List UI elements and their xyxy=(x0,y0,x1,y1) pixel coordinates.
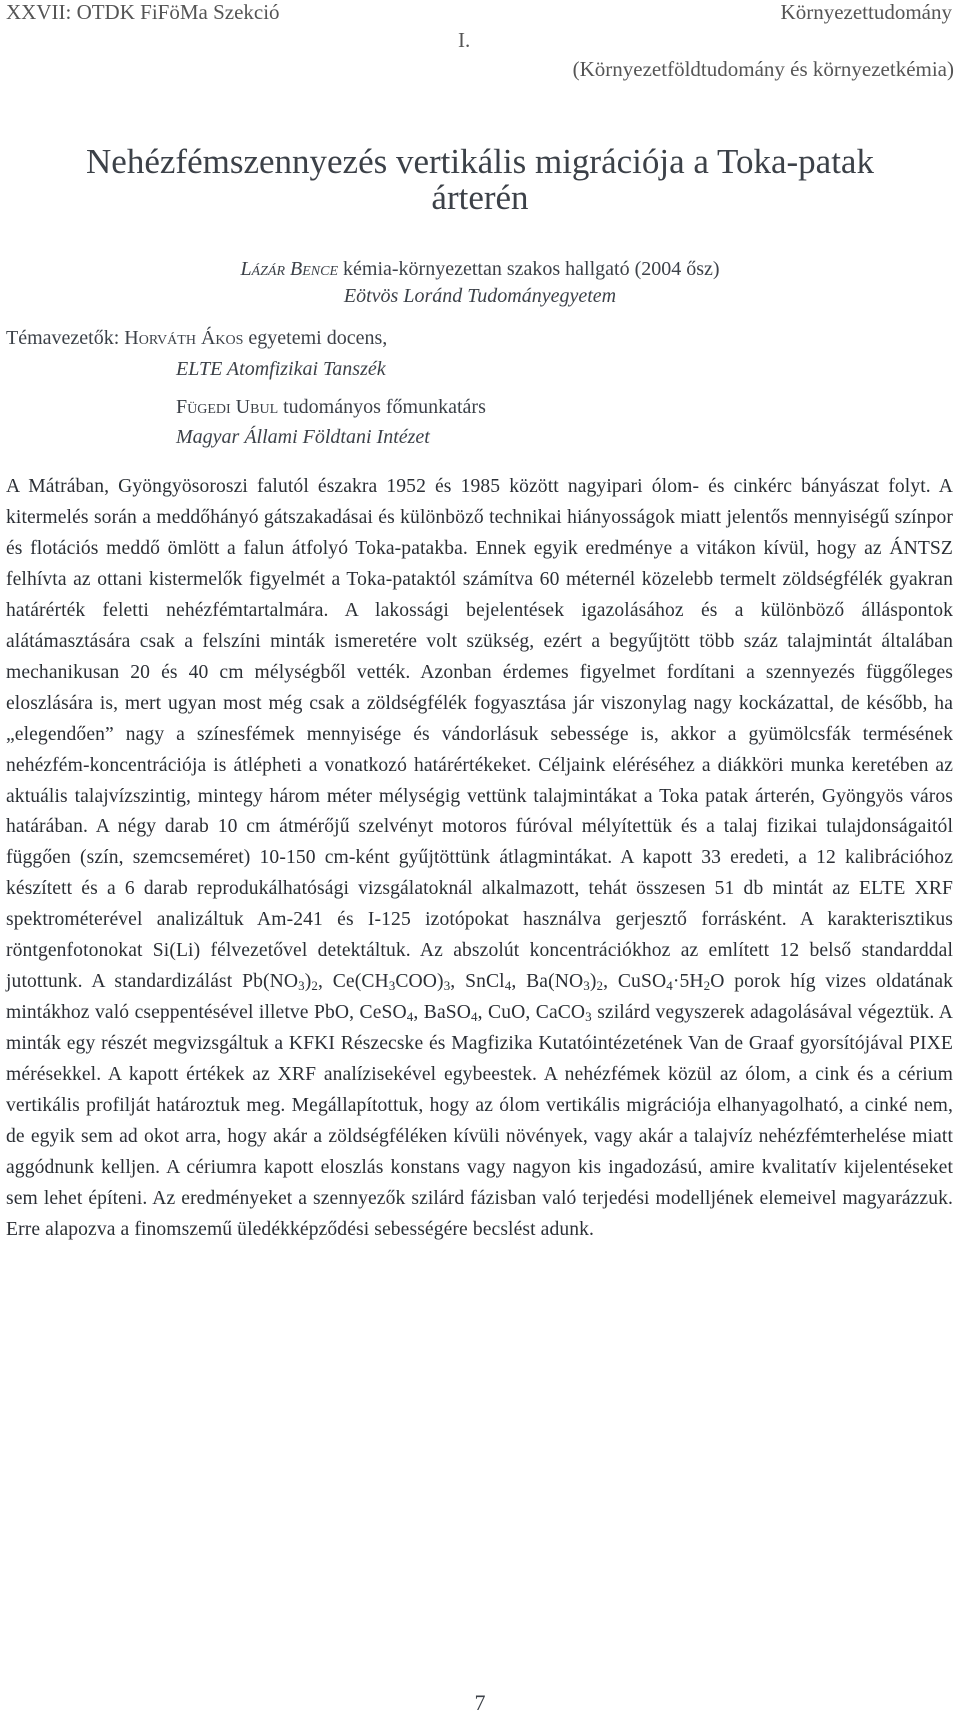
formula-barium-sulfate: BaSO$_4$ xyxy=(423,1002,478,1025)
supervisor-1-surname: Horváth xyxy=(124,327,196,349)
supervisor-1-department: ELTE Atomfizikai Tanszék xyxy=(176,358,386,380)
paper-title-line-1: Nehézfémszennyezés vertikális migrációja a Toka-patak xyxy=(86,142,874,181)
supervisor-2-surname: Fügedi xyxy=(176,396,231,418)
supervisor-1-line xyxy=(6,326,387,350)
page-number: 7 xyxy=(474,1690,486,1715)
formula-cerium-acetate: $Ce(CH_3COO)_3$ xyxy=(332,971,451,994)
supervisor-1-title: egyetemi docens, xyxy=(243,327,388,349)
header-section-name: (Környezetföldtudomány és környezetkémia) xyxy=(572,57,954,81)
formula-barium-nitrate: $Ba(NO_3)_2$ xyxy=(526,971,604,994)
abstract-text-part-3: szilárd vegyszerek adagolásával végeztük. A minták egy részét megvizsgáltuk a KFKI Részecske és Magfizika Kutatóintézetének Van de Graaf gyorsítójával PIXE mérésekkel. A kapott értékek az XRF analízisekével egybeestek. A nehézfémek közül az ólom, a cink és a cérium vertikális profilját határoztuk meg. Megállapítottuk, hogy az ólom vertikális migrációja elhanyagolható, a cinké nem, de egyik sem ad okot arra, hogy akár a zöldségféléken kívüli növények, vagy akár a talajvíz nehézfémterhelése miatt aggódnunk kelljen. A cériumra kapott eloszlás konstans vagy nagyon kis ingadozású, amire kvalitatív kijelentéseket sem lehet építeni. Az eredményeket a szennyezők szilárd fázisban való terjedési modelljének elemeivel magyarázzuk. Erre alapozva a finomszemű üledékképződési sebességére becslést adunk. xyxy=(6,1002,953,1240)
supervisors-label: Témavezetők: xyxy=(6,327,125,349)
abstract-paragraph: A Mátrában, Gyöngyösoroszi falutól északra 1952 és 1985 között nagyipari ólom- és cinkérc bányászat folyt. A kitermelés során a meddőhányó gátszakadásai és különböző technikai hiányosságok miatt jelentős mennyiségű színpor és flotációs meddő ömlött a falun átfolyó Toka-patakba. Ennek egyik eredménye a vitákon kívül, hogy az ÁNTSZ felhívta az ottani kistermelők figyelmét a Toka-pataktól számítva 60 méternél közelebb termelt zöldségfélék gyakran határérték feletti nehézfémtartalmára. A lakossági bejelentések igazolásához és a különböző álláspontok alátámasztására csak a felszíni minták ismeretére volt szükség, ezért a begyűjtött több száz talajmintát általában mechanikusan 20 és 40 cm mélységből vették. Azonban érdemes figyelmet fordítani a szennyezés függőleges eloszlására is, mert ugyan most még csak a zöldségfélék fogyasztása jár viszonylag nagy kockázattal, de később, ha „elegendően” nagy a színesfémek mennyisége és vándorlásuk sebessége is, akkor a gyümölcsfák termésének nehézfém-koncentrációja is átlépheti a vonatkozó határértékeket. Céljaink eléréséhez a diákköri munka keretében az aktuális talajvízszintig, mintegy három méter mélységig vettünk talajmintákat a Toka patak árterén, Gyöngyös város határában. A négy darab 10 cm átmérőjű szelvényt motoros fúróval mélyítettük és a talaj fizikai tulajdonságaitól függően (szín, szemcseméret) 10-150 cm-ként gyűjtöttünk átlagmintákat. A kapott 33 eredeti, a 12 kalibrációhoz készített és a 6 darab reprodukálhatósági vizsgálatoknál alkalmazott, tehát összesen 51 db mintát az ELTE XRF spektrométerével analizáltuk Am-241 és I-125 izotópokat használva gerjesztő forrásként. A karakterisztikus röntgenfotonokat Si(Li) félvezetővel detektáltuk. Az abszolút koncentrációkhoz az említett 12 belső standarddal jutottunk. A standardizálást $Pb(NO_3)_2$, $Ce(CH_3COO)_3$, SnCl$_4$, $Ba(NO_3)_2$, $CuSO_4\cdot 5H_2O$ porok híg vizes oldatának mintákhoz való cseppentésével illetve PbO, CeSO$_4$, BaSO$_4$, CuO, CaCO$_3$ szilárd vegyszerek adagolásával végeztük. A minták egy részét megvizsgáltuk a KFKI Részecske és Magfizika Kutatóintézetének Van de Graaf gyorsítójával PIXE mérésekkel. A kapott értékek az XRF analízisekével egybeestek. A nehézfémek közül az ólom, a cink és a cérium vertikális profilját határoztuk meg. Megállapítottuk, hogy az ólom vertikális migrációja elhanyagolható, a cinké nem, de egyik sem ad okot arra, hogy akár a zöldségféléken kívüli növények, vagy akár a talajvíz nehézfémterhelése miatt aggódnunk kelljen. A cériumra kapott eloszlás konstans vagy nagyon kis ingadozású, amire kvalitatív kijelentéseket sem lehet építeni. Az eredményeket a szennyezők szilárd fázisban való terjedési modelljének elemeivel magyarázzuk. Erre alapozva a finomszemű üledékképződési sebességére becslést adunk. xyxy=(6,476,954,1240)
formula-calcium-carbonate: CaCO$_3$ xyxy=(535,1002,592,1025)
supervisor-2-institute: Magyar Állami Földtani Intézet xyxy=(176,426,430,448)
formula-copper-sulfate: $CuSO_4\cdot 5H_2O$ xyxy=(617,971,725,994)
formula-tin-chloride: SnCl$_4$ xyxy=(465,971,512,994)
supervisor-2-title: tudományos főmunkatárs xyxy=(278,396,486,418)
header-conference: XXVII: OTDK FiFöMa Szekció xyxy=(6,0,280,24)
supervisor-1-given-name: Ákos xyxy=(200,327,244,349)
header-field: Környezettudomány xyxy=(780,0,952,24)
author-university: Eötvös Loránd Tudományegyetem xyxy=(343,285,617,307)
abstract-text-part-1: A Mátrában, Gyöngyösoroszi falutól északra 1952 és 1985 között nagyipari ólom- és cinkérc bányászat folyt. A kitermelés során a meddőhányó gátszakadásai és különböző technikai hiányosságok miatt jelentős mennyiségű színpor és flotációs meddő ömlött a falun átfolyó Toka-patakba. Ennek egyik eredménye a vitákon kívül, hogy az ÁNTSZ felhívta az ottani kistermelők figyelmét a Toka-pataktól számítva 60 méternél közelebb termelt zöldségfélék gyakran határérték feletti nehézfémtartalmára. A lakossági bejelentések igazolásához és a különböző álláspontok alátámasztására csak a felszíni minták ismeretére volt szükség, ezért a begyűjtött több száz talajmintát általában mechanikusan 20 és 40 cm mélységből vették. Azonban érdemes figyelmet fordítani a szennyezés függőleges eloszlására is, mert ugyan most még csak a zöldségfélék fogyasztása jár viszonylag nagy kockázattal, de később, ha „elegendően” nagy a színesfémek mennyisége és vándorlásuk sebessége is, akkor a gyümölcsfák termésének nehézfém-koncentrációja is átlépheti a vonatkozó határértékeket. Céljaink eléréséhez a diákköri munka keretében az aktuális talajvízszintig, mintegy három méter mélységig vettünk talajmintákat a Toka patak árterén, Gyöngyös város határában. A négy darab 10 cm átmérőjű szelvényt motoros fúróval mélyítettük és a talaj fizikai tulajdonságaitól függően (szín, szemcseméret) 10-150 cm-ként gyűjtöttünk átlagmintákat. A kapott 33 eredeti, a 12 kalibrációhoz készített és a 6 darab reprodukálhatósági vizsgálatoknál alkalmazott, tehát összesen 51 db mintát az ELTE XRF spektrométerével analizáltuk Am-241 és I-125 izotópokat használva gerjesztő forrásként. A karakterisztikus röntgenfotonokat Si(Li) félvezetővel detektáltuk. Az abszolút koncentrációkhoz az említett 12 belső standarddal jutottunk. A standardizálást xyxy=(6,476,953,993)
abstract-text-part-2: porok híg vizes oldatának mintákhoz való cseppentésével illetve PbO, xyxy=(6,971,954,1024)
header-section-number: I. xyxy=(458,28,471,52)
author-line xyxy=(0,257,960,281)
author-role: kémia-környezettan szakos hallgató (2004 ősz) xyxy=(338,258,720,280)
author-given-name: Bence xyxy=(290,258,339,280)
paper-title-line-2: árterén xyxy=(431,178,529,217)
formula-lead-nitrate: $Pb(NO_3)_2$ xyxy=(242,971,318,994)
author-surname: Lázár xyxy=(240,258,286,280)
supervisor-2-given-name: Ubul xyxy=(235,396,279,418)
formula-cerium-sulfate: CeSO$_4$ xyxy=(359,1002,414,1025)
supervisor-2-line xyxy=(176,395,486,419)
